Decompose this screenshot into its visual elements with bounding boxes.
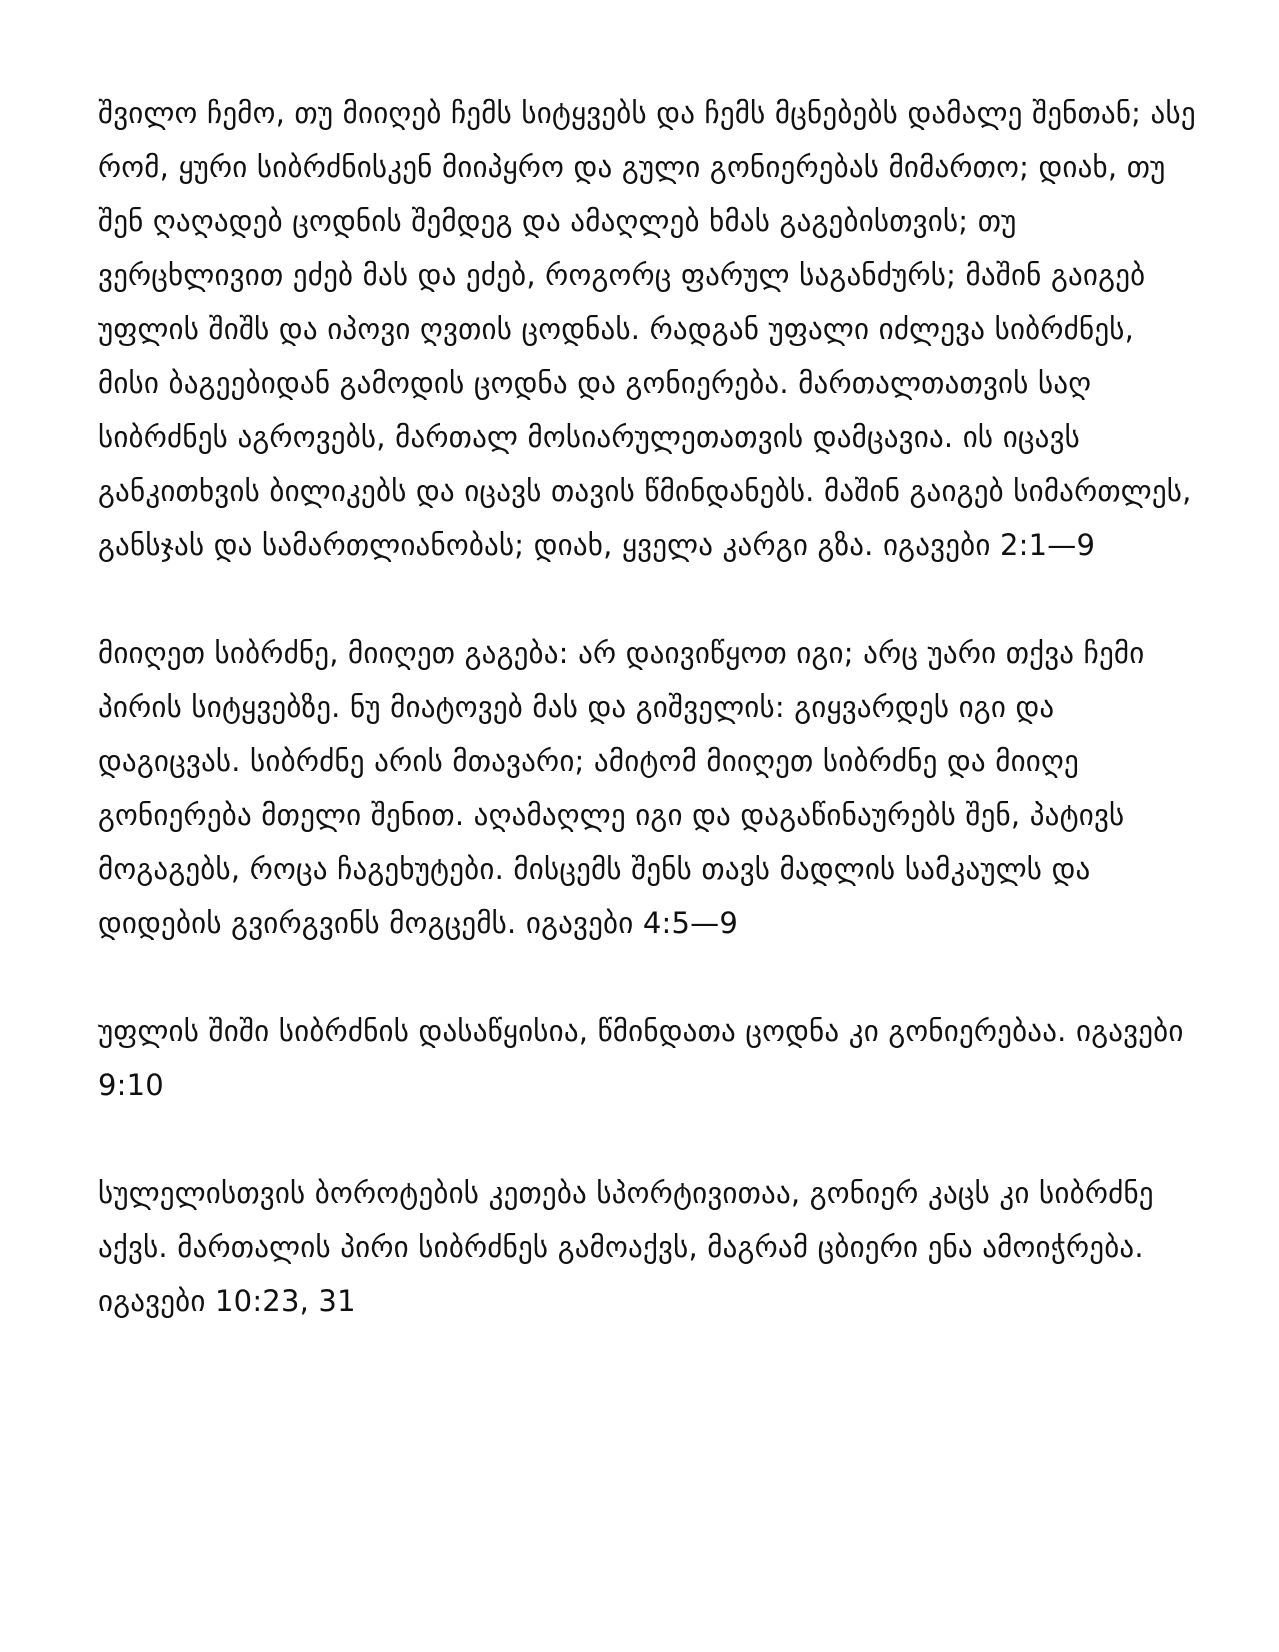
paragraph-proverbs-4: მიიღეთ სიბრძნე, მიიღეთ გაგება: არ დაივიწყოთ იგი; არც უარი თქვა ჩემი პირის სიტყვებზე. ნუ მიატოვებ მას და გიშველის: გიყვარდეს იგი და დაგიცვას. სიბრძნე არის მთავარი; ამიტომ მიიღეთ სიბრძნე და მიიღე გონიერება მთელი შენით. აღამაღლე იგი და დაგაწინაურებს შენ, პატივს მოგაგებს, როცა ჩაგეხუტები. მისცემს შენს თავს მადლის სამკაულს და დიდების გვირგვინს მოგცემს. იგავები 4:5—9 (98, 636, 1145, 940)
paragraph-proverbs-2: შვილო ჩემო, თუ მიიღებ ჩემს სიტყვებს და ჩემს მცნებებს დამალე შენთან; ასე რომ, ყური სიბრძნისკენ მიიპყრო და გული გონიერებას მიმართო; დიახ, თუ შენ ღაღადებ ცოდნის შემდეგ და ამაღლებ ხმას გაგებისთვის; თუ ვერცხლივით ეძებ მას და ეძებ, როგორც ფარულ საგანძურს; მაშინ გაიგებ უფლის შიშს და იპოვი ღვთის ცოდნას. რადგან უფალი იძლევა სიბრძნეს, მისი ბაგეებიდან გამოდის ცოდნა და გონიერება. მართალთათვის საღ სიბრძნეს აგროვებს, მართალ მოსიარულეთათვის დამცავია. ის იცავს განკითხვის ბილიკებს და იცავს თავის წმინდანებს. მაშინ გაიგებ სიმართლეს, განსჯას და სამართლიანობას; დიახ, ყველა კარგი გზა. იგავები 2:1—9 (98, 96, 1196, 562)
paragraph-proverbs-10: სულელისთვის ბოროტების კეთება სპორტივითაა, გონიერ კაცს კი სიბრძნე აქვს. მართალის პირი სიბრძნეს გამოაქვს, მაგრამ ცბიერი ენა ამოიჭრება. იგავები 10:23, 31 (98, 1176, 1154, 1318)
document-page (98, 86, 1203, 1328)
paragraph-proverbs-9: უფლის შიში სიბრძნის დასაწყისია, წმინდათა ცოდნა კი გონიერებაა. იგავები 9:10 (98, 1014, 1184, 1102)
